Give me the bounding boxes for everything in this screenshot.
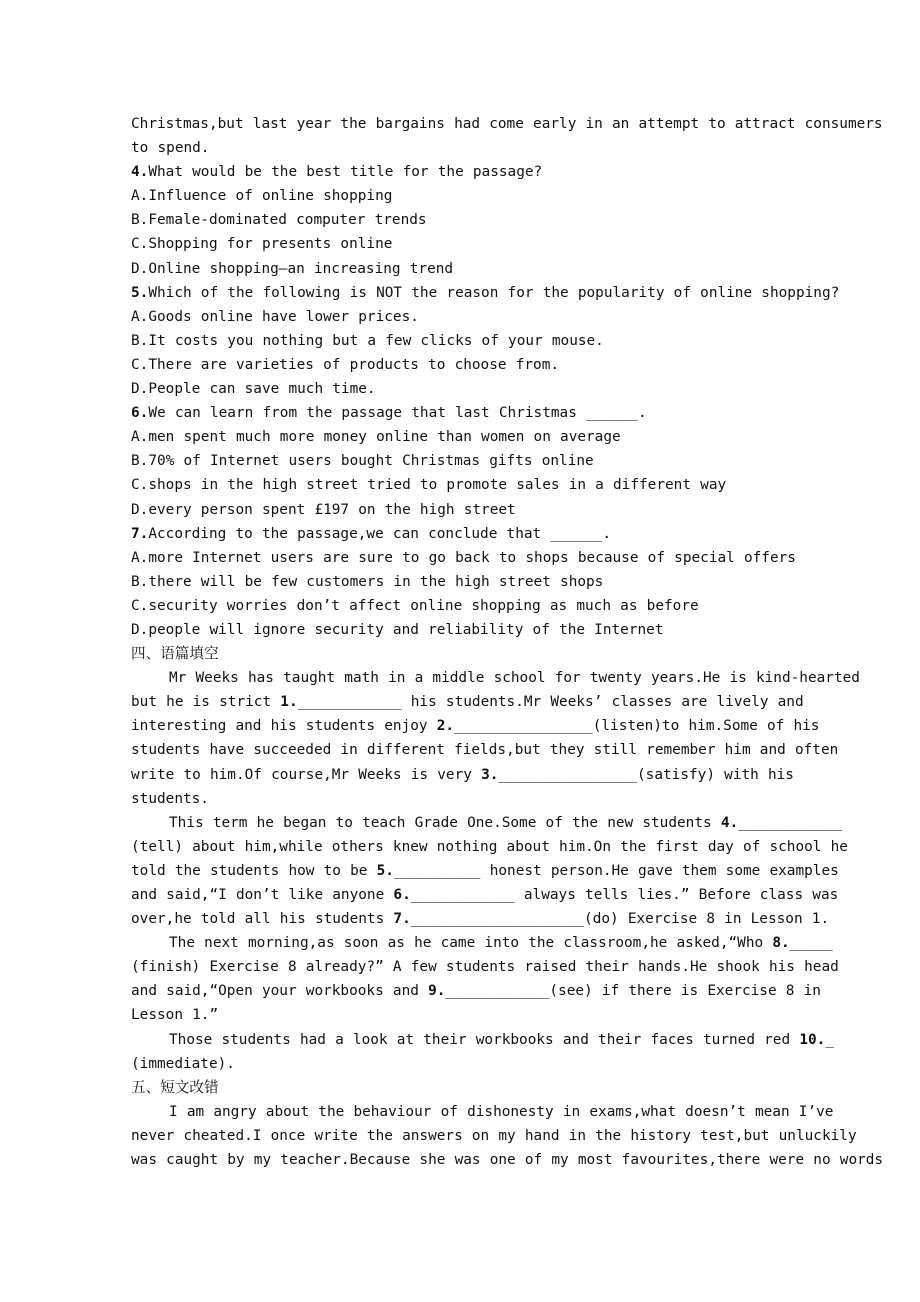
question-stem (131, 160, 791, 184)
line-text: B.there will be few customers in the high street shops (131, 573, 604, 590)
text-line (131, 449, 791, 473)
line-text: was caught by my teacher.Because she was one of my most favourites,there were no words (131, 1152, 884, 1169)
line-text: D.every person spent £197 on the high street (131, 501, 516, 518)
answer-blank: ________________ (454, 718, 593, 735)
line-text: D.people will ignore security and reliability of the Internet (131, 621, 664, 638)
blank-number: 4. (720, 814, 739, 831)
line-text: but he is strict (131, 694, 281, 711)
paragraph-line (131, 907, 830, 931)
line-text: Those students had a look at their workbooks and their faces turned red (169, 1031, 800, 1048)
cloze-paragraph-3 (131, 931, 839, 1027)
line-text: C.security worries don’t affect online shopping as much as before (131, 597, 699, 614)
text-line (131, 112, 883, 136)
blank-number: 7. (393, 911, 411, 928)
paragraph-line (131, 835, 848, 859)
line-text: B.Female-dominated computer trends (131, 212, 427, 229)
answer-blank: __________ (393, 862, 481, 879)
blank-number: 8. (772, 935, 790, 952)
paragraph-line (131, 763, 794, 787)
line-text: write to him.Of course,Mr Weeks is very (131, 766, 482, 783)
error-correction-paragraph (131, 1100, 884, 1172)
answer-blank: ____________ (297, 694, 402, 711)
line-text: and said,“I don’t like anyone (131, 887, 394, 903)
line-text: A.Goods online have lower prices. (131, 308, 419, 325)
answer-blank: ____________________ (410, 911, 585, 928)
question-number: 7. (131, 525, 149, 542)
line-text: always tells lies.” Before class was (514, 887, 839, 903)
line-text: Lesson 1.” (131, 1007, 219, 1024)
document-page (131, 112, 884, 1172)
question-number: 5. (131, 284, 149, 301)
text-line (131, 570, 791, 594)
paragraph-line (131, 1028, 834, 1052)
text-line (131, 498, 791, 522)
line-text: A.Influence of online shopping (131, 188, 393, 205)
question-stem (131, 522, 791, 546)
line-text: D.People can save much time. (131, 381, 376, 398)
line-text: to spend. (131, 140, 210, 157)
line-text: over,he told all his students (131, 911, 394, 928)
text-line (131, 184, 791, 208)
paragraph-line (131, 1124, 857, 1148)
line-text: B.70% of Internet users bought Christmas gifts online (131, 453, 594, 470)
line-text: and said,“Open your workbooks and (131, 983, 429, 1000)
paragraph-line (131, 955, 839, 979)
line-text: (finish) Exercise 8 already?” A few students raised their hands.He shook his head (131, 959, 839, 976)
line-text: A.more Internet users are sure to go back to shops because of special offers (131, 549, 796, 566)
line-text: This term he began to teach Grade One.Some of the new students (169, 814, 721, 831)
text-line (131, 594, 791, 618)
text-line (131, 618, 791, 642)
answer-blank: _ (825, 1031, 834, 1048)
paragraph-line (131, 859, 839, 883)
paragraph-line (131, 714, 820, 738)
paragraph-line (131, 738, 839, 762)
line-text: According to the passage,we can conclude that ______. (148, 525, 612, 542)
line-text: (see) if there is Exercise 8 in (549, 983, 821, 1000)
line-text: (satisfy) with his (637, 766, 794, 783)
text-line (131, 353, 791, 377)
line-text: I am angry about the behaviour of dishonesty in exams,what doesn’t mean I’ve (169, 1103, 834, 1120)
line-text: The next morning,as soon as he came into the classroom,he asked,“Who (169, 935, 773, 952)
section-heading-error-correction: 五、短文改错 (131, 1078, 219, 1096)
answer-blank: ____________ (410, 887, 515, 903)
blank-number: 9. (428, 983, 446, 1000)
blank-number: 2. (436, 718, 455, 735)
line-text: (immediate). (131, 1055, 235, 1072)
line-text: (listen)to him.Some of his (592, 718, 820, 735)
line-text: We can learn from the passage that last Christmas ______. (148, 405, 647, 422)
paragraph-line (131, 931, 833, 955)
blank-number: 5. (376, 862, 394, 879)
line-text: Christmas,but last year the bargains had come early in an attempt to attract consumers (131, 116, 883, 132)
line-text: C.Shopping for presents online (131, 236, 393, 253)
paragraph-line (131, 1148, 884, 1172)
paragraph-line (131, 666, 860, 690)
question-stem (131, 281, 840, 305)
line-text: Mr Weeks has taught math in a middle school for twenty years.He is kind-hearted (169, 670, 860, 687)
line-text: honest person.He gave them some examples (480, 862, 839, 879)
line-text: interesting and his students enjoy (131, 718, 437, 735)
question-number: 6. (131, 405, 149, 422)
line-text: Which of the following is NOT the reason for the popularity of online shopping? (148, 284, 840, 301)
line-text: What would be the best title for the passage? (148, 164, 543, 181)
line-text: (do) Exercise 8 in Lesson 1. (584, 911, 830, 928)
line-text: C.shops in the high street tried to promote sales in a different way (131, 477, 727, 494)
paragraph-line (131, 1052, 791, 1076)
text-line (131, 208, 791, 232)
question-number: 4. (131, 164, 149, 181)
paragraph-line (131, 1100, 834, 1124)
paragraph-line (131, 883, 839, 907)
paragraph-line (131, 690, 804, 714)
text-line (131, 257, 791, 281)
line-text: never cheated.I once write the answers on my hand in the history test,but unluckily (131, 1127, 857, 1144)
line-text: B.It costs you nothing but a few clicks of your mouse. (131, 332, 604, 349)
cloze-paragraph-2 (131, 811, 848, 931)
line-text: C.There are varieties of products to choose from. (131, 356, 560, 373)
answer-blank: ____________ (738, 814, 843, 831)
answer-blank: ________________ (498, 766, 638, 783)
line-text: students. (131, 790, 209, 807)
paragraph-line (131, 811, 843, 835)
text-line (131, 473, 791, 497)
line-text: D.Online shopping—an increasing trend (131, 260, 454, 277)
line-text: A.men spent much more money online than women on average (131, 429, 621, 446)
blank-number: 3. (481, 766, 499, 783)
text-line (131, 425, 791, 449)
answer-blank: ____________ (445, 983, 550, 1000)
paragraph-line (131, 1003, 791, 1027)
blank-number: 6. (393, 887, 411, 903)
section-heading-cloze: 四、语篇填空 (131, 645, 219, 663)
text-line (131, 136, 791, 160)
line-text: students have succeeded in different fields,but they still remember him and often (131, 742, 839, 759)
line-text: told the students how to be (131, 862, 377, 879)
text-line (131, 329, 791, 353)
text-line (131, 305, 791, 329)
line-text: (tell) about him,while others knew nothing about him.On the first day of school he (131, 838, 848, 855)
text-line (131, 377, 791, 401)
paragraph-line (131, 979, 821, 1003)
question-stem (131, 401, 791, 425)
text-line (131, 546, 796, 570)
blank-number: 10. (799, 1031, 826, 1048)
paragraph-line (131, 787, 791, 811)
blank-number: 1. (280, 694, 298, 711)
cloze-paragraph-1 (131, 666, 860, 811)
cloze-paragraph-4 (131, 1028, 834, 1076)
reading-questions (131, 112, 883, 642)
line-text: his students.Mr Weeks’ classes are lively and (401, 694, 804, 711)
text-line (131, 232, 791, 256)
answer-blank: _____ (789, 935, 833, 952)
